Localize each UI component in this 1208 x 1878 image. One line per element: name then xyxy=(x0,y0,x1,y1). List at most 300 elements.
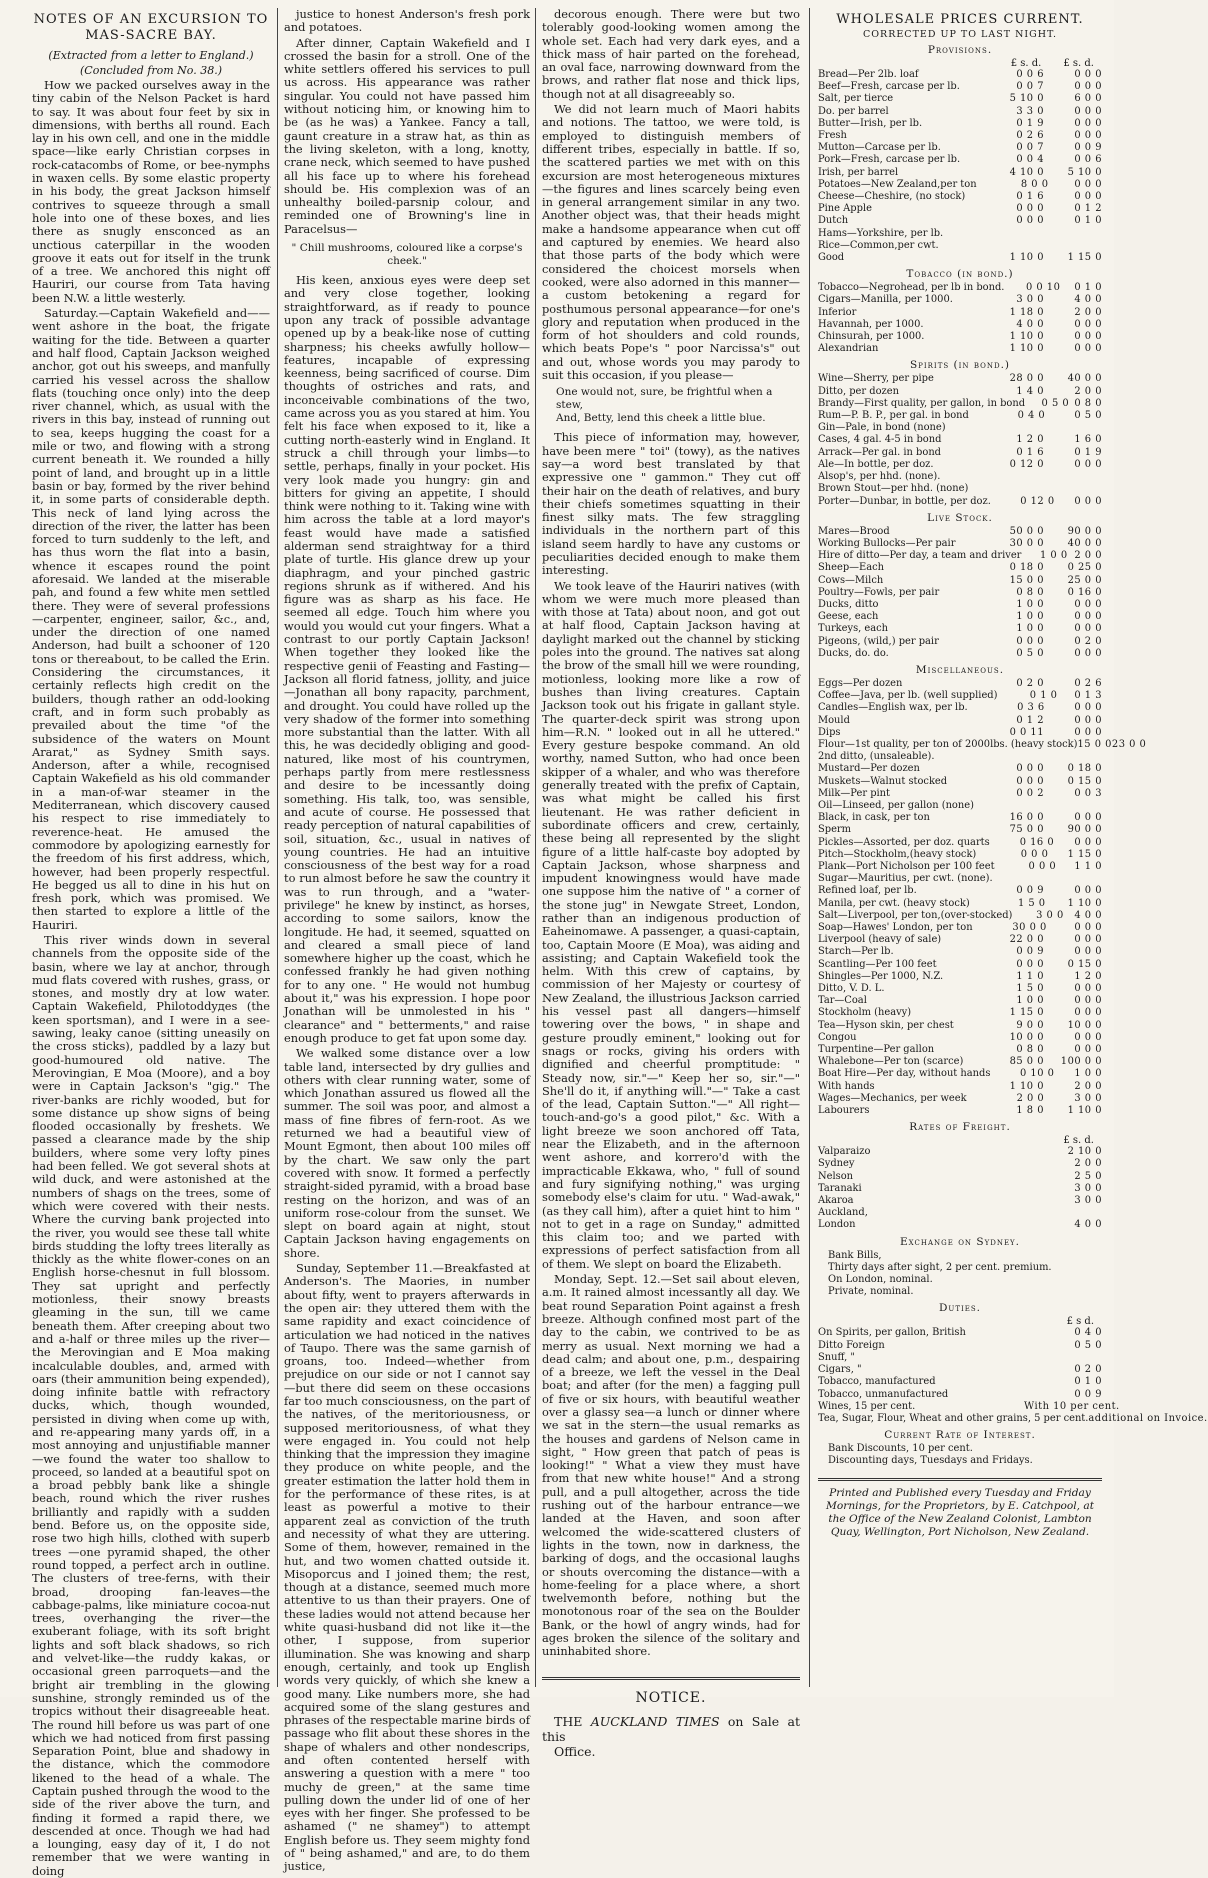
price-label: 2nd ditto, (unsaleable). xyxy=(818,751,935,763)
price-row xyxy=(818,587,1102,599)
price-label: Working Bullocks—Per pair xyxy=(818,537,956,549)
price-value: 0 4 0 xyxy=(1074,1327,1102,1339)
price-row xyxy=(818,934,1102,946)
price-value: 0 0 0 xyxy=(1074,343,1102,355)
price-label: Ducks, ditto xyxy=(818,598,879,610)
price-value: 0 1 2 xyxy=(1016,714,1044,726)
price-value: 0 1 6 xyxy=(1016,191,1044,203)
price-label: Milk—Per pint xyxy=(818,787,890,799)
prices-column xyxy=(818,8,1208,1687)
price-row xyxy=(818,788,1102,800)
price-row xyxy=(818,885,1102,897)
price-row xyxy=(818,575,1102,587)
column-1 xyxy=(32,8,270,1878)
price-row xyxy=(818,946,1102,958)
price-value: 1 10 0 xyxy=(1067,1105,1102,1117)
price-row xyxy=(818,715,1102,727)
price-value: 0 0 9 xyxy=(1016,885,1044,897)
price-value: 1 6 0 xyxy=(1074,434,1102,446)
price-label: Cheese—Cheshire, (no stock) xyxy=(818,191,966,203)
price-value: 0 0 0 xyxy=(1074,178,1102,190)
price-value: 2 10 0 xyxy=(1067,1146,1102,1158)
price-value: 1 0 0 xyxy=(1016,611,1044,623)
price-row xyxy=(818,727,1102,739)
price-row xyxy=(818,343,1102,355)
price-row xyxy=(818,995,1102,1007)
column-2 xyxy=(284,7,530,1874)
price-row xyxy=(818,1219,1102,1231)
price-row xyxy=(818,861,1102,873)
price-value: 0 0 3 xyxy=(1074,787,1102,799)
price-label: Rice—Common,per cwt. xyxy=(818,239,939,251)
price-value: 2 0 0 xyxy=(1074,550,1102,562)
price-value: 3 3 0 xyxy=(1016,105,1044,117)
price-row xyxy=(818,434,1102,446)
price-value: 0 15 0 xyxy=(1067,958,1102,970)
price-label: Coffee—Java, per lb. (well supplied) xyxy=(818,690,998,702)
price-value: 0 0 0 xyxy=(1074,647,1102,659)
price-row xyxy=(818,294,1102,306)
price-row xyxy=(818,483,1102,495)
price-value: 0 12 0 xyxy=(1009,458,1044,470)
price-value: 0 5 0 xyxy=(1074,1339,1102,1351)
price-label: Rum—P. B. P., per gal. in bond xyxy=(818,410,969,422)
price-value: 0 0 0 xyxy=(1074,995,1102,1007)
currency-label: £ s. d. xyxy=(1063,58,1094,69)
price-value: 0 0 0 xyxy=(1074,1044,1102,1056)
price-row xyxy=(818,971,1102,983)
price-row xyxy=(818,118,1102,130)
price-label: Brandy—First quality, per gallon, in bond xyxy=(818,397,1026,409)
column-rule xyxy=(535,8,536,1687)
price-row xyxy=(818,215,1102,227)
price-value: 0 18 0 xyxy=(1009,562,1044,574)
verse-couplet xyxy=(556,386,800,425)
price-value: 1 10 0 xyxy=(1009,252,1044,264)
price-row xyxy=(818,849,1102,861)
price-value: 0 0 9 xyxy=(1016,946,1044,958)
notice-box xyxy=(542,1677,800,1759)
price-row xyxy=(818,538,1102,550)
price-label: Akaroa xyxy=(818,1195,854,1207)
price-label: Mustard—Per dozen xyxy=(818,763,920,775)
price-value: 90 0 0 xyxy=(1067,525,1102,537)
price-row xyxy=(818,81,1102,93)
paragraph: How we packed ourselves away in the tiny cabin of the Nelson Packet is hard to say. It was about four feet by six in dimensions, with berths all round. Each lay in his own cell, and one in the middle space—like early Christian corpses in rock-catacombs of Rome, or bee-nymphs in waxen cells. By some elastic property in his body, the great Jackson himself contrives to squeeze through a small hole into one of these boxes, and lies there as snugly ensconced as an unctious caterpillar in the wooden groove it eats out for itself in the trunk of a tree. We anchored this night off Hauriri, our course from Tata having been N.W. a little westerly. xyxy=(32,78,270,305)
price-value: 4 0 0 xyxy=(1016,318,1044,330)
price-value: 3 0 0 xyxy=(1074,1195,1102,1207)
price-row xyxy=(818,1327,1102,1339)
price-row xyxy=(818,1032,1102,1044)
price-row xyxy=(818,1195,1102,1207)
price-label: Sydney xyxy=(818,1158,855,1170)
price-label: Geese, each xyxy=(818,611,879,623)
price-value: 3 0 0 xyxy=(1074,1182,1102,1194)
price-label: Starch—Per lb. xyxy=(818,946,894,958)
price-label: Plank—Port Nicholson per 100 feet xyxy=(818,860,995,872)
info-line: Bank Discounts, 10 per cent. xyxy=(828,1443,973,1455)
price-value: 6 0 0 xyxy=(1074,93,1102,105)
paragraph: His keen, anxious eyes were deep set and very close together, looking straightforward, as if ready to pounce upon any track of possible advantage opened up by a beak-like nose of cutting sharpness; his cheeks awfully hollow—features, incapable of expressing keenness, being sacrificed of course. Dim thoughts of ostriches and rats, and inconceivable combinations of the two, came across you as you stared at him. You felt his face when exposed to it, like a cutting north-easterly wind in England. It struck a chill through your limbs—to settle, perhaps, finally in your pocket. His very look made you hungry: gin and bitters for giving an appetite, I should think were nothing to it. Taking wine with him across the table at a lord mayor's feast would have made a satisfied alderman send straightway for a third plate of turtle. His glance drew up your diaphragm, and your pinched gastric regions shrunk as if withered. And his figure was as sharp as his face. He seemed all edge. Touch him where you would you would cut your fingers. What a contrast to our portly Captain Jackson! When together they looked like the respective genii of Feasting and Fasting—Jackson all florid fatness, jollity, and juice—Jonathan all bony rapacity, parchment, and drought. You could have rolled up the very shadow of the former into something more substantial than the latter. With all this, he was decidedly obliging and good-natured, like most of his countrymen, perhaps partly from mere restlessness and desire to be incessantly doing something. His talk, too, was sensible, and acute of course. He possessed that ready perception of natural capabilities of soil, situation, &c., usual in natives of young countries. He had an intuitive consciousness of the best way for a road to run almost before he saw the country it was to run through, and a "water-privilege" he knew by instinct, as horses, according to some sailors, know the longitude. He had, it seemed, squatted on and cleared a small piece of land somewhere higher up the coast, which he confessed frankly he had given nothing for to any one. " He would not humbug about it," was his expression. I hope poor Jonathan will be unmolested in his " clearance" and " betterments," and raise enough produce to get fat upon some day. xyxy=(284,273,530,1045)
price-label: Taranaki xyxy=(818,1182,862,1194)
price-row xyxy=(818,1376,1102,1388)
price-row xyxy=(818,623,1102,635)
price-value: 0 0 0 xyxy=(1074,331,1102,343)
price-value: 0 8 0 xyxy=(1016,1044,1044,1056)
price-value: 1 15 0 xyxy=(1067,252,1102,264)
notice-line xyxy=(542,1714,800,1744)
price-value: 40 0 0 xyxy=(1067,373,1102,385)
price-row xyxy=(818,1093,1102,1105)
price-row xyxy=(818,1158,1102,1170)
price-value: 1 10 0 xyxy=(1009,1080,1044,1092)
price-value: 15 0 0 xyxy=(1009,574,1044,586)
imprint: Printed and Published every Tuesday and Friday Mornings, for the Proprietors, by E. Catchpool, at the Office of the New Zealand Colonist, Lambton Quay, Wellington, Port Nicholson, New Zealand. xyxy=(818,1478,1102,1539)
price-row xyxy=(818,240,1102,252)
price-value: 4 10 0 xyxy=(1009,166,1044,178)
price-value: 0 1 3 xyxy=(1074,690,1102,702)
price-label: Ale—In bottle, per doz. xyxy=(818,458,934,470)
price-label: Turkeys, each xyxy=(818,623,889,635)
info-line: Discounting days, Tuesdays and Fridays. xyxy=(828,1455,1033,1467)
price-value: 0 0 0 xyxy=(1074,105,1102,117)
price-value: 0 8 0 xyxy=(1074,397,1102,409)
price-value: 0 0 0 xyxy=(1016,763,1044,775)
price-row xyxy=(818,1400,1120,1413)
info-line: Thirty days after sight, 2 per cent. premium. xyxy=(828,1261,1052,1273)
paragraph: decorous enough. There were but two tolerably good-looking women among the whole set. Each had very dark eyes, and a thick mass of hair parted on the forehead, an oval face, narrowing downward from the brows, and rather flat nose and thick lips, though not at all disagreeably so. xyxy=(542,7,800,101)
price-label: Liverpool (heavy of sale) xyxy=(818,934,942,946)
freight-currency-header xyxy=(818,1135,1102,1146)
price-row xyxy=(818,910,1102,922)
price-label: Irish, per barrel xyxy=(818,166,899,178)
price-label: Cigars—Manilla, per 1000. xyxy=(818,294,953,306)
column-2-body-a xyxy=(284,8,530,236)
price-row xyxy=(818,93,1102,105)
price-value: 0 0 10 xyxy=(1025,282,1061,294)
price-label: Havannah, per 1000. xyxy=(818,318,924,330)
price-label: Brown Stout—per hhd. (none) xyxy=(818,483,969,495)
info-line: Private, nominal. xyxy=(828,1286,914,1298)
price-value: 0 0 0 xyxy=(1020,848,1049,860)
price-value: 1 2 0 xyxy=(1016,434,1044,446)
price-row xyxy=(818,191,1102,203)
price-value: 1 10 0 xyxy=(1009,331,1044,343)
price-row xyxy=(818,319,1102,331)
currency-label: £ s d. xyxy=(1066,1316,1094,1328)
price-value: 50 0 0 xyxy=(1009,525,1044,537)
price-label: Candles—English wax, per lb. xyxy=(818,702,968,714)
duties-heading: Duties. xyxy=(939,1302,981,1315)
price-value: 0 0 0 xyxy=(1074,69,1102,80)
notice-the: THE xyxy=(554,1713,583,1729)
price-row xyxy=(818,824,1102,836)
price-row xyxy=(818,1364,1102,1376)
price-row xyxy=(818,837,1102,849)
price-row xyxy=(818,1171,1102,1183)
price-value: 2 0 0 xyxy=(1074,385,1102,397)
paragraph: Monday, Sept. 12.—Set sail about eleven, a.m. It rained almost incessantly all day. We beat round Separation Point against a fresh breeze. Although confined most part of the day to the cabin, we contrived to be as merry as usual. Next morning we had a dead calm; and about one, p.m., despairing of a breeze, we left the vessel in the Deal boat; and after (for the men) a fagging pull of five or six hours, with beautiful weather over a glassy sea—a lunch or dinner where we sat in the stern—the usual remarks as the houses and gardens of Nelson came in sight, " How green that patch of peas is looking!" " What a view they must have from that new white house!" And a strong pull, and a pull altogether, across the tide rushing out of the harbour entrance—we landed at the Haven, and soon after welcomed the wide-scattered clusters of lights in the town, now in darkness, the barking of dogs, and the occasional laughs or shouts overcoming the distance—with a home-feeling for a place where, a short twelvemonth before, nothing but the monotonous roar of the sea on the Boulder Bank, or the howl of angry winds, had for ages broken the silence of the solitary and uninhabited shore. xyxy=(542,1272,800,1659)
price-row xyxy=(818,154,1102,166)
price-value: 16 0 0 xyxy=(1009,812,1044,824)
price-value: 15 0 0 xyxy=(1077,738,1112,750)
price-row xyxy=(818,1105,1102,1117)
price-label: Wine—Sherry, per pipe xyxy=(818,373,934,385)
price-value: 1 0 0 xyxy=(1074,1068,1102,1080)
price-row xyxy=(818,738,1147,751)
price-row xyxy=(818,751,1102,763)
price-value: 10 0 0 xyxy=(1067,1019,1102,1031)
article-title: NOTES OF AN EXCURSION TO MAS-SACRE BAY. xyxy=(33,12,269,43)
price-value: 0 0 0 xyxy=(1074,130,1102,142)
price-section-heading: Live Stock. xyxy=(927,511,993,524)
price-section-heading: Spirits (in bond.) xyxy=(909,359,1010,372)
price-value: With 10 per cent. xyxy=(1024,1400,1120,1412)
price-label: Refined loaf, per lb. xyxy=(818,885,917,897)
paragraph: This river winds down in several channels from the opposite side of the basin, where we lay at anchor, through mud flats covered with rushes, grass, or stones, and mostly dry at low water. Captain Wakefield, Philotoddyдes (the keen sportsman), and I were in a see-sawing, leaky canoe (sitting uneasily on the cross sticks), paddled by a lazy but good-humoured old native. The Merovingian, E Moa (Moore), and a boy were in Captain Jackson's "gig." The river-banks are richly wooded, but for some distance up show signs of being flooded occasionally by freshets. We passed a clearance made by the ship builders, where some very lofty pines had been felled. We got several shots at wild duck, and were astonished at the numbers of shags on the trees, some of which were covered with their nests. Where the curving bank projected into the river, you would see these tall white birds studding the lofty trees literally as thickly as the white flower-cones on an English horse-chesnut in full blossom. They sat upright and perfectly motionless, their snowy breasts gleaming in the sun, till we came beneath them. After creeping about two and a-half or three miles up the river—the Merovingian and E Moa making incalculable doubles, and, armed with oars (their ammunition being expended), doing infinite battle with refractory ducks, which, though wounded, persisted in diving when come up with, and re-appearing many yards off, in a most annoying and unjustifiable manner—we found the water too shallow to proceed, so landed at a beautiful spot on a broad pebbly bank like a shingle beach, round which the river rushes brilliantly and rapidly with a sudden bend. Before us, on the opposite side, rose two high hills, clothed with superb trees —one pyramid shaped, the other round topped, a perfect arch in outline. The clusters of tree-ferns, with their broad, drooping fan-leaves—the cabbage-palms, like miniature cocoa-nut trees, overhanging the river—the exuberant foliage, with its soft bright lights and soft black shadows, so rich and velvet-like—the ruddy kakas, or occasional green parroquets—and the bright air trembling in the glowing sunshine, strongly reminded us of the tropics without their disagreeable heat. The round hill before us was part of one which we had noticed from first passing Separation Point, blue and shadowy in the distance, which the commodore likened to the head of a whale. The Captain pushed through the wood to the side of the river above the turn, and finding it formed a rapid there, we descended at once. Though we had had a lounging, easy day of it, I do not remember that we were wanting in doing xyxy=(32,933,270,1878)
price-value: 0 16 0 xyxy=(1019,836,1055,848)
column-2-body-b xyxy=(284,274,530,1874)
price-value: 0 8 0 xyxy=(1016,586,1044,598)
price-row xyxy=(818,282,1102,294)
price-label: Soap—Hawes' London, per ton xyxy=(818,922,973,933)
price-row xyxy=(818,69,1102,81)
price-label: Turpentine—Per gallon xyxy=(818,1044,935,1056)
paragraph: This piece of information may, however, have been mere " toi" (towy), as the natives say—a word best translated by that expressive one " gammon." They cut off their hair on the death of relatives, and bury their chiefs sometimes squatting in their finest silky mats. The few straggling individuals in the northern part of this island seem hardly to have any customs or peculiarities decided enough to make them interesting. xyxy=(542,430,800,578)
price-row xyxy=(818,562,1102,574)
price-value: 3 0 0 xyxy=(1036,909,1064,921)
price-label: Black, in cask, per ton xyxy=(818,812,930,824)
price-label: Sperm xyxy=(818,824,852,836)
verse-quote: " Chill mushrooms, coloured like a corpse's cheek." xyxy=(291,242,523,268)
price-value: 2 0 0 xyxy=(1074,1080,1102,1092)
price-value: 5 10 0 xyxy=(1067,166,1102,178)
price-label: Shingles—Per 1000, N.Z. xyxy=(818,970,944,982)
price-label: Stockholm (heavy) xyxy=(818,1007,912,1019)
price-label: Arrack—Per gal. in bond xyxy=(818,446,942,458)
price-value: 100 0 0 xyxy=(1060,1056,1102,1068)
price-label: Muskets—Walnut stocked xyxy=(818,775,948,787)
price-row xyxy=(818,179,1102,191)
column-rule xyxy=(277,8,278,1687)
price-row xyxy=(818,1044,1102,1056)
price-value: 0 1 6 xyxy=(1016,446,1044,458)
price-value: 1 10 0 xyxy=(1009,343,1044,355)
price-label: Eggs—Per dozen xyxy=(818,677,903,689)
price-label: Mould xyxy=(818,714,850,726)
price-value: 0 0 0 xyxy=(1074,714,1102,726)
price-value: 0 0 0 xyxy=(1016,203,1044,215)
price-row xyxy=(818,812,1102,824)
price-label: Scantling—Per 100 feet xyxy=(818,958,937,970)
price-value: 10 0 0 xyxy=(1009,1031,1044,1043)
price-row xyxy=(818,959,1102,971)
notice-paper-name: AUCKLAND TIMES xyxy=(590,1713,720,1729)
price-label: Cows—Milch xyxy=(818,574,884,586)
price-value: 0 0 9 xyxy=(1074,142,1102,154)
price-value: 1 5 0 xyxy=(1017,897,1046,909)
price-label: Wines, 15 per cent. xyxy=(818,1400,916,1412)
price-value: 0 2 0 xyxy=(1016,677,1044,689)
price-row xyxy=(818,496,1102,508)
price-row xyxy=(818,307,1102,319)
price-label: Poultry—Fowls, per pair xyxy=(818,586,940,598)
price-value: 0 0 0 xyxy=(1074,318,1102,330)
paragraph: Sunday, September 11.—Breakfasted at Anderson's. The Maories, in number about fifty, went to prayers afterwards in the open air: they uttered them with the same rapidity and exact coincidence of articulation we had noticed in the natives of Taupo. There was the same garnish of groans, too. Indeed—whether from prejudice on our side or not I cannot say—but there did seem on these occasions far too much consciousness, on the part of the natives, of the meritoriousness, or supposed meritoriousness, of what they were engaged in. You could not help thinking that the impression they imagine they produce on white people, and the greater estimation the latter hold them in for the performance of these rites, is at least as powerful a motive to their apparent zeal as conviction of the truth and necessity of what they are uttering. Some of them, however, remained in the hut, and two women chatted outside it. Misoporcus and I joined them; the rest, though at a distance, seemed much more attentive to us than their prayers. One of these ladies would not attend because her white quasi-husband did not like it—the other, I suppose, from superior illumination. She was knowing and sharp enough, certainly, and took up English words very quickly, of which she knew a good many. Like numbers more, she had acquired some of the slang gestures and phrases of the respectable marine birds of passage who flit about these shores in the shape of whalers and other nondescrips, and often contented herself with answering a question with a mere " too muchy de green," at the same time pulling down the under lid of one of her eyes with her finger. She professed to be ashamed (" ne shamey") to attempt English before us. They seem mighty fond of " being ashamed," and are, to do them justice, xyxy=(284,1261,530,1874)
interest-lines xyxy=(818,1443,1102,1467)
price-label: Cases, 4 gal. 4-5 in bond xyxy=(818,434,942,446)
column-3 xyxy=(542,7,800,1759)
notice-heading: NOTICE. xyxy=(635,1689,707,1706)
currency-label: £ s. d. xyxy=(1010,58,1042,69)
price-label: Ditto Foreign xyxy=(818,1339,885,1351)
price-label: Ditto, V. D. L. xyxy=(818,983,885,995)
paragraph: We walked some distance over a low table land, intersected by dry gullies and others with clear running water, some of which Jonathan assured us flowed all the summer. The soil was poor, and almost a mass of fine fibres of fern-root. As we returned we had a beautiful view of Mount Egmont, then about 100 miles off by the chart. We saw only the part covered with snow. It formed a perfectly straight-sided pyramid, with a broad base resting on the horizon, and was of an uniform rose-colour from the sunset. We slept on board again at night, stout Captain Jackson having engagements on shore. xyxy=(284,1046,530,1260)
price-value: 0 1 9 xyxy=(1074,446,1102,458)
verse-line: One would not, sure, be frightful when a stew, xyxy=(556,386,773,412)
price-value: 0 0 0 xyxy=(1074,934,1102,946)
price-value: 0 0 0 xyxy=(1074,495,1102,507)
price-label: Ducks, do. do. xyxy=(818,647,889,659)
price-label: Oil—Linseed, per gallon (none) xyxy=(818,799,974,811)
price-value: 0 0 0 xyxy=(1074,702,1102,714)
price-row xyxy=(818,1081,1102,1093)
price-label: Hire of ditto—Per day, a team and driver xyxy=(818,550,1022,562)
price-value: 0 0 0 xyxy=(1016,958,1044,970)
price-label: Pitch—Stockholm,(heavy stock) xyxy=(818,848,977,860)
price-value: 0 0 0 xyxy=(1074,1007,1102,1019)
price-label: Tobacco, manufactured xyxy=(818,1376,936,1388)
price-value: 0 4 0 xyxy=(1017,410,1046,422)
price-value: 0 16 0 xyxy=(1067,586,1102,598)
price-value: 0 2 6 xyxy=(1074,677,1102,689)
price-row xyxy=(818,398,1102,410)
price-value: 0 0 0 xyxy=(1074,812,1102,824)
price-row xyxy=(818,611,1102,623)
price-label: Ditto, per dozen xyxy=(818,385,899,397)
price-label: Hams—Yorkshire, per lb. xyxy=(818,227,944,239)
price-label: Inferior xyxy=(818,306,857,318)
price-value: 23 0 0 xyxy=(1111,738,1147,750)
price-value: 0 0 0 xyxy=(1074,611,1102,623)
paragraph: After dinner, Captain Wakefield and I crossed the basin for a stroll. One of the white settlers offered his services to pull us across. His appearance was rather singular. You could not have passed him without noticing him, or knowing him to be (as he was) a Yankee. Fancy a tall, gaunt creature in a straw hat, as thin as the living skeleton, with a long, knotty, crane neck, which seemed to have pushed all his face up to where his forehead should be. His complexion was of an unhealthy boiled-parsnip colour, and reminded one of Browning's line in Paracelsus— xyxy=(284,35,530,236)
price-row xyxy=(818,142,1102,154)
price-value: 1 18 0 xyxy=(1009,306,1044,318)
freight-heading: Rates of Freight. xyxy=(909,1121,1011,1134)
price-label: Bread—Per 2lb. loaf xyxy=(818,69,919,80)
price-value: 1 0 0 xyxy=(1016,995,1044,1007)
info-line: On London, nominal. xyxy=(828,1274,933,1286)
price-label: Beef—Fresh, carcase per lb. xyxy=(818,81,960,93)
column-rule xyxy=(809,8,810,1687)
price-row xyxy=(818,690,1102,702)
price-row xyxy=(818,1020,1102,1032)
price-value: 2 5 0 xyxy=(1074,1170,1102,1182)
info-line: Bank Bills, xyxy=(828,1249,882,1261)
price-row xyxy=(818,1183,1102,1195)
price-row xyxy=(818,422,1102,434)
column-1-body xyxy=(32,79,270,1878)
price-value: 2 0 0 xyxy=(1074,1158,1102,1170)
price-row xyxy=(818,1056,1102,1068)
price-row xyxy=(818,106,1102,118)
price-label: Pork—Fresh, carcase per lb. xyxy=(818,154,961,166)
paragraph: justice to honest Anderson's fresh pork and potatoes. xyxy=(284,7,530,35)
price-label: Whalebone—Per ton (scarce) xyxy=(818,1056,964,1068)
price-value: 1 1 0 xyxy=(1016,970,1044,982)
price-row xyxy=(818,1340,1102,1352)
price-value: 85 0 0 xyxy=(1009,1056,1044,1068)
price-label: Auckland, xyxy=(818,1207,868,1219)
price-label: Dutch xyxy=(818,215,849,227)
price-value: 0 2 0 xyxy=(1074,635,1102,647)
freight-table xyxy=(818,1146,1102,1231)
price-value: 0 0 0 xyxy=(1074,836,1102,848)
price-row xyxy=(818,203,1102,215)
price-label: Pickles—Assorted, per doz. quarts xyxy=(818,836,990,848)
price-value: 0 0 0 xyxy=(1016,775,1044,787)
price-value: 5 10 0 xyxy=(1009,93,1044,105)
price-value: 30 0 0 xyxy=(1012,922,1047,933)
paragraph: Saturday.—Captain Wakefield and——went ashore in the boat, the frigate waiting for the tide. Between a quarter and half flood, Captain Jackson weighed anchor, got out his sweeps, and manfully carried his vessel across the shallow flats (touching once only) into the deep river channel, which, as usual with the rivers in this bay, instead of running out to sea, keeps hugging the coast for a mile or two, and flowing with a strong current beneath it. We rounded a hilly point of land, and brought up in a little basin or bay, formed by the river behind it, in some parts of considerable depth. This neck of land lying across the direction of the river, the latter has been forced to turn suddenly to the left, and has thus worn the flat into a basin, whence it escapes round the point aforesaid. We landed at the miserable pah, and found a few white men settled there. They were of several professions—carpenter, engineer, sailor, &c., and, under the direction of one named Anderson, had built a schooner of 120 tons or thereabout, to be called the Erin. Considering the circumstances, it certainly reflects high credit on the builders, though rather an odd-looking craft, and in form such probably as prevailed about the time "of the subsidence of the waters on Mount Ararat," as Sydney Smith says. Anderson, after a while, recognised Captain Wakefield as his old commander in a man-of-war steamer in the Mediterranean, which discovery caused his respect to rise immediately to reverence-heat. He amused the commodore by apologizing earnestly for the freedom of his first address, which, however, had been properly respectful. He begged us all to dine in his hut on fresh pork, which was promised. We then started to explore a little of the Hauriri. xyxy=(32,306,270,932)
price-row xyxy=(818,331,1102,343)
price-value: 0 0 2 xyxy=(1016,787,1044,799)
price-label: Flour—1st quality, per ton of 2000lbs. (heavy stock) xyxy=(818,738,1078,750)
price-row xyxy=(818,526,1102,538)
price-value: 0 1 0 xyxy=(1074,282,1102,294)
price-value: 1 2 0 xyxy=(1074,970,1102,982)
price-label: Pine Apple xyxy=(818,203,872,215)
price-value: 0 2 6 xyxy=(1016,130,1044,142)
price-row xyxy=(818,636,1102,648)
price-value: 3 0 0 xyxy=(1074,1092,1102,1104)
price-label: Sugar—Mauritius, per cwt. (none). xyxy=(818,873,993,885)
column-3-body-a xyxy=(542,8,800,382)
price-value: 8 0 0 xyxy=(1020,178,1049,190)
price-value: 0 0 0 xyxy=(1074,117,1102,129)
price-value: 0 0 4 xyxy=(1016,154,1044,166)
price-value: 0 0 0 xyxy=(1074,81,1102,93)
price-row xyxy=(818,1068,1102,1080)
price-value: 0 15 0 xyxy=(1067,775,1102,787)
article-source: (Extracted from a letter to England.) xyxy=(48,49,254,62)
price-row xyxy=(818,252,1102,264)
prices-subtitle: CORRECTED UP TO LAST NIGHT. xyxy=(863,29,1057,40)
price-value: 90 0 0 xyxy=(1067,824,1102,836)
price-label: Tobacco, unmanufactured xyxy=(818,1388,949,1400)
paragraph: We took leave of the Hauriri natives (with whom we were much more pleased than with those at Tata) about noon, and got out at half flood, Captain Jackson having at daylight marked out the channel by sticking poles into the ground. The natives sat along the brow of the small hill we were rounding, motionless, looking more like a row of bushes than living creatures. Captain Jackson took out his frigate in gallant style. The quarter-deck spirit was strong upon him—R.N. " looked out in all he uttered." Every gesture bespoke command. An old worthy, named Sutton, who had once been skipper of a whaler, and who was therefore generally treated with the prefix of Captain, was what might be called his first lieutenant. He was rather deficient in subordinate officers and crew, certainly, these being all represented by the slight figure of a little half-caste boy adopted by Captain Jackson, whose sharpness and impudent knowingness would have made one suppose him the native of " a corner of the stone jug" in Newgate Street, London, rather than an indigenous production of Eaheinomawe. A passenger, a quasi-captain, too, Captain Moore (E Moa), was aiding and assisting; and Captain Wakefield took the helm. With this crew of captains, by commission of her Majesty or courtesy of New Zealand, the illustrious Jackson carried his vessel past all dangers—himself towering over the bows, " in shape and gesture proudly eminent," looking out for snags or rocks, giving his orders with dignified and cheerful promptitude: " Steady now, sir."—" Keep her so, sir."—" She'll do it, if anything will."—" Take a cast of the lead, Captain Sutton."—" All right—touch-and-go's a good pilot," &c. With a light breeze we soon anchored off Tata, near the Elizabeth, and in the afternoon went ashore, and korrero'd with the impracticable Ekkawa, who, " full of sound and fury signifying nothing," was urging somebody else's claim for utu. " Wad-awak," (as they call him), after a quiet hint to him " not to get in a rage on Sunday," admitted this claim too; and we parted with expressions of perfect satisfaction from all of them. We slept on board the Elizabeth. xyxy=(542,578,800,1271)
price-value: 1 4 0 xyxy=(1016,385,1044,397)
price-row xyxy=(818,167,1102,179)
price-value: 0 0 0 xyxy=(1074,1031,1102,1043)
price-label: With hands xyxy=(818,1080,875,1092)
price-value: 0 0 0 xyxy=(1074,598,1102,610)
price-value: 0 3 6 xyxy=(1017,702,1045,714)
price-value: 0 18 0 xyxy=(1067,763,1102,775)
price-row xyxy=(818,373,1102,385)
price-value: 40 0 0 xyxy=(1067,537,1102,549)
price-value: 0 1 9 xyxy=(1016,117,1044,129)
price-value: 1 10 0 xyxy=(1067,897,1102,909)
price-value: 0 0 7 xyxy=(1016,81,1044,93)
price-row xyxy=(818,1207,1102,1219)
prices-title: WHOLESALE PRICES CURRENT. xyxy=(836,12,1084,27)
price-row xyxy=(818,898,1102,910)
price-value: 0 1 0 xyxy=(1029,690,1058,702)
price-label: Gin—Pale, in bond (none) xyxy=(818,422,946,434)
price-row xyxy=(818,386,1102,398)
price-value: 0 0 0 xyxy=(1074,885,1102,897)
